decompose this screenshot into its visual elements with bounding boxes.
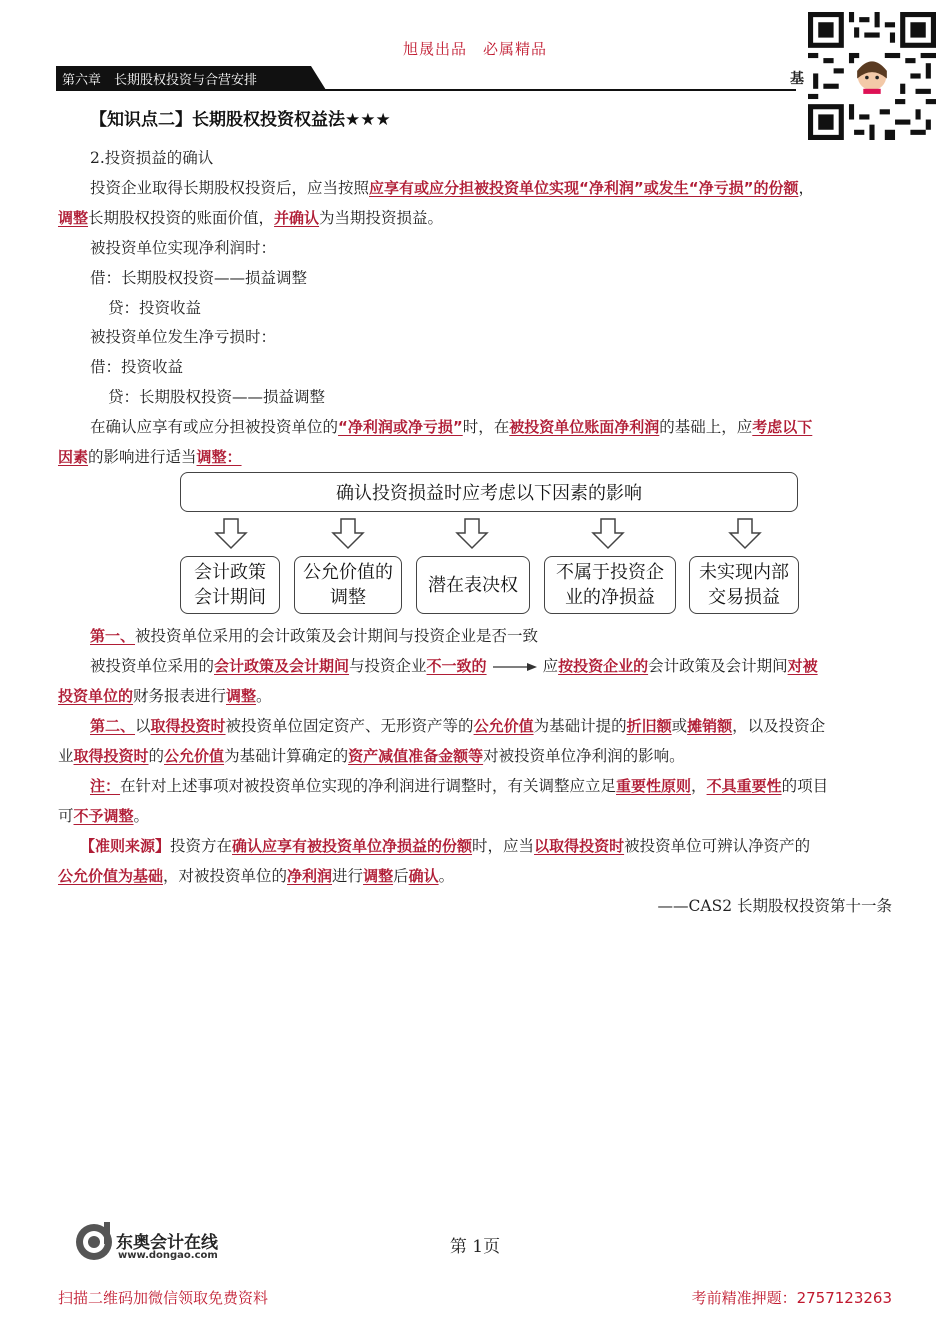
factor-box-policy [180, 556, 280, 614]
text: 为当期投资损益。 [319, 209, 444, 227]
text: 。 [438, 867, 455, 885]
footer-promo-right: 考前精准押题：2757123263 [691, 1289, 892, 1307]
highlight: 被投资单位账面净利润 [509, 418, 660, 436]
factor-label: 会计政策 会计期间 [194, 562, 266, 608]
source-line1 [80, 831, 810, 861]
note-line1 [90, 771, 828, 801]
highlight: 应享有或应分担被投资单位实现“净利润”或发生“净亏损”的份额 [369, 179, 799, 197]
text: 会计政策及会计期间 [648, 657, 788, 675]
highlight: 不予调整 [73, 807, 134, 825]
highlight: 调整： [196, 448, 242, 466]
second-line2 [58, 741, 685, 771]
first-line3 [58, 681, 272, 711]
highlight: 公允价值为基础 [58, 867, 164, 885]
highlight: 取得投资时 [150, 717, 226, 735]
label: 第一、 [90, 627, 136, 645]
chapter-tail: 基 [790, 71, 804, 87]
highlight: 因素 [58, 448, 89, 466]
text: 被投资单位采用的 [90, 657, 215, 675]
factor-label: 不属于投资企 业的净损益 [556, 562, 664, 608]
text: 时，应当 [472, 837, 535, 855]
source-citation: ——CAS2 长期股权投资第十一条 [657, 897, 892, 915]
text: 被投资单位固定资产、无形资产等的 [225, 717, 474, 735]
highlight: 并确认 [274, 209, 320, 227]
text: 或 [671, 717, 688, 735]
text: 为基础计提的 [533, 717, 627, 735]
text: 长期股权投资的账面价值， [88, 209, 275, 227]
highlight: 公允价值 [473, 717, 534, 735]
highlight: “净利润或净亏损” [338, 418, 463, 436]
header-rule [56, 89, 796, 91]
down-arrow-icon [455, 518, 489, 550]
factor-box-voting [416, 556, 530, 614]
down-arrow-icon [214, 518, 248, 550]
para2-line1 [90, 412, 812, 442]
highlight: 投资单位的 [58, 687, 134, 705]
factor-box-fair-value [294, 556, 402, 614]
profit-title: 被投资单位实现净利润时： [90, 239, 277, 257]
second-line1 [90, 711, 825, 741]
subheading: 2.投资损益的确认 [90, 149, 214, 167]
text: 被投资单位可辨认净资产的 [624, 837, 811, 855]
highlight: 会计政策及会计期间 [214, 657, 350, 675]
brand-slogan: 旭晟出品 必属精品 [402, 40, 547, 58]
highlight: 对被 [787, 657, 818, 675]
text: 应 [542, 657, 559, 675]
text: ，对被投资单位的 [163, 867, 288, 885]
down-arrow-icon [728, 518, 762, 550]
label: 【准则来源】 [80, 837, 171, 855]
highlight: 公允价值 [164, 747, 225, 765]
text: ， [691, 777, 707, 795]
text: 后 [393, 867, 409, 885]
text: 的 [148, 747, 165, 765]
factor-label: 潜在表决权 [428, 574, 518, 596]
text: 。 [133, 807, 150, 825]
highlight: 调整 [363, 867, 394, 885]
loss-credit: 贷：长期股权投资——损益调整 [108, 388, 326, 406]
highlight: 不具重要性 [706, 777, 782, 795]
factor-label: 公允价值的 调整 [303, 562, 393, 608]
chapter-title: 第六章 长期股权投资与合营安排 [62, 73, 258, 88]
text: 可 [58, 807, 74, 825]
highlight: 摊销额 [687, 717, 733, 735]
note-line2 [58, 801, 149, 831]
text: 在针对上述事项对被投资单位实现的净利润进行调整时，有关调整应立足 [120, 777, 617, 795]
text: 财务报表进行 [133, 687, 227, 705]
highlight: 以取得投资时 [534, 837, 625, 855]
down-arrow-icon [331, 518, 365, 550]
first-title [90, 621, 538, 651]
text: 业 [58, 747, 74, 765]
source-line2 [58, 861, 454, 891]
highlight: 考虑以下 [752, 418, 813, 436]
text: 与投资企业 [349, 657, 427, 675]
text: 的项目 [781, 777, 829, 795]
profit-debit: 借：长期股权投资——损益调整 [90, 269, 308, 287]
highlight: 净利润 [287, 867, 333, 885]
text: 投资方在 [170, 837, 233, 855]
footer-promo-left: 扫描二维码加微信领取免费资料 [58, 1289, 269, 1307]
text: 的影响进行适当 [88, 448, 197, 466]
text: 的基础上，应 [659, 418, 753, 436]
label: 注： [90, 777, 121, 795]
highlight: 折旧额 [626, 717, 672, 735]
highlight: 确认 [408, 867, 439, 885]
para1-line2 [58, 203, 443, 233]
text: 为基础计算确定的 [224, 747, 349, 765]
text: 以 [135, 717, 151, 735]
highlight: 不一致的 [426, 657, 487, 675]
para1-line1 [90, 173, 814, 203]
text: ，以及投资企 [732, 717, 826, 735]
text: 被投资单位采用的会计政策及会计期间与投资企业是否一致 [135, 627, 539, 645]
label: 第二、 [90, 717, 136, 735]
highlight: 确认应享有被投资单位净损益的份额 [232, 837, 473, 855]
highlight: 按投资企业的 [558, 657, 649, 675]
first-line2 [90, 651, 818, 681]
down-arrow-icon [591, 518, 625, 550]
text: 。 [256, 687, 272, 705]
text: 对被投资单位净利润的影响。 [483, 747, 685, 765]
loss-debit: 借：投资收益 [90, 358, 184, 376]
factor-box-not-belonging [544, 556, 676, 614]
para2-line2 [58, 442, 242, 472]
highlight: 调整 [58, 209, 89, 227]
logo-name: 东奥会计在线 [116, 1233, 218, 1253]
text: 在确认应享有或应分担被投资单位的 [90, 418, 339, 436]
text: 时，在 [462, 418, 510, 436]
highlight: 取得投资时 [73, 747, 149, 765]
qr-code-icon [808, 12, 936, 140]
text: ， [798, 179, 814, 197]
factors-header-box: 确认投资损益时应考虑以下因素的影响 [180, 472, 798, 512]
text: 投资企业取得长期股权投资后，应当按照 [90, 179, 370, 197]
factor-box-unrealized [689, 556, 799, 614]
highlight: 调整 [226, 687, 257, 705]
highlight: 资产减值准备金额等 [348, 747, 484, 765]
factor-label: 未实现内部 交易损益 [699, 562, 789, 608]
right-arrow-icon [491, 661, 539, 673]
highlight: 重要性原则 [616, 777, 692, 795]
profit-credit: 贷：投资收益 [108, 299, 202, 317]
logo-url: www.dongao.com [118, 1250, 218, 1261]
page-number: 第 1页 [449, 1237, 501, 1257]
text: 进行 [332, 867, 364, 885]
loss-title: 被投资单位发生净亏损时： [90, 328, 277, 346]
section-heading: 【知识点二】长期股权投资权益法★★★ [90, 110, 391, 130]
